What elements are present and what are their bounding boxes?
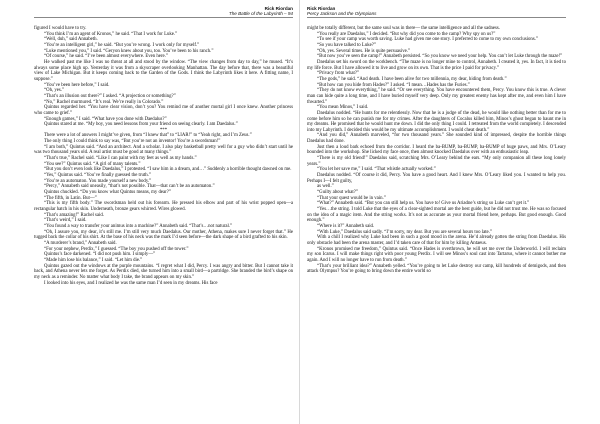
- paragraph: “That’s an illusion out there?” I asked. “A projection or something?”: [44, 93, 176, 99]
- paragraph: Daedalus nodded. “Of course it did, Percy. You have a good heart. And I knew Mrs. O’Leary liked you. I wanted to help you. Perhaps I—I felt guilty,: [307, 173, 566, 184]
- paragraph: “I am both,” Quintus said. “And an architect. And a scholar. I also play basketball pretty well for a guy who didn’t start until he was two thousand years old. A real artist must be good at many things.”: [34, 144, 293, 156]
- paragraph: “That’s amazing!” Rachel said.: [44, 212, 104, 218]
- right-page: [300, 0, 600, 424]
- paragraph: Quintus regarded her. “You have clear vision, don’t you? You remind me of another mortal girl I once knew. Another princess who came to grief.”: [34, 105, 293, 116]
- paragraph: “You’re an automaton. You made yourself a new body.”: [44, 178, 152, 184]
- paragraph: “Kronos promised me freedom,” Quintus said. “Once Hades is overthrown, he will set me over the Underworld. I will reclaim my son Icarus. I will make things right with poor young Perdix. I will see Minos’s soul cast into Tartarus, where it cannot bother me again. And I will no longer have to run from death.”: [307, 246, 566, 263]
- paragraph: “You see?” Quintus said. “A girl of many talents.”: [44, 161, 141, 167]
- paragraph: as well.”: [317, 184, 334, 190]
- paragraph: “You mean Minos,” I said.: [317, 105, 369, 111]
- paragraph: “Oh, yes.”: [44, 88, 65, 94]
- paragraph: Quintus gazed out the windows at the purple mountains. “I regret what I did, Percy. I was angry and bitter. But I cannot take it back, and Athena never lets me forget. As Perdix died, she turned him into a small bird—a partridge. She branded the bird’s shape on my neck as a reminder. No matter what body I take, the brand appears on my skin.”: [34, 263, 293, 280]
- paragraph: “There is my old friend!” Daedalus said, scratching Mrs. O’Leary behind the ears. “My only companion all these long lonely years.”: [307, 156, 566, 167]
- paragraph: The only thing I could think to say was, “But you’re not an inventor! You’re a swordsman!”: [44, 139, 221, 145]
- paragraph: “A murderer’s brand,” Annabeth said.: [44, 240, 117, 246]
- left-page-header: [34, 6, 293, 26]
- paragraph: “Yes,” Quintus said. “You’ve finally guessed the truth.”: [44, 173, 151, 179]
- paragraph: “Oh, yes. Several times. He is quite persuasive.”: [317, 48, 411, 54]
- paragraph: “Where is it?” Annabeth said.: [317, 223, 375, 229]
- paragraph: “That’s weird,” I said.: [44, 218, 87, 224]
- paragraph: “And you did,” Annabeth marveled, “for two thousand years.” She sounded kind of impressed, despite the horrible things Daedalus had done.: [307, 133, 566, 145]
- header-rule: [307, 17, 566, 18]
- paragraph: “So you have talked to Luke?”: [317, 42, 377, 48]
- paragraph: “For your nephew, Perdix,” I guessed. “The boy you pushed off the tower.”: [44, 246, 189, 252]
- paragraph: “To see if your camp was worth saving. Luke had given me one story. I preferred to come to my own conclusions.”: [317, 37, 539, 43]
- paragraph: “That’s your brilliant idea?” Annabeth yelled. “You’re going to let Luke destroy our camp, kill hundreds of demigods, and then attack Olympus? You’re going to bring down the entire world so: [307, 263, 566, 275]
- paragraph: “Yes…the string. I told Luke that the eyes of a clear-sighted mortal are the best guide, but he did not trust me. He was so focused on the idea of a magic item. And the string works. It’s not as accurate as your mortal friend here, perhaps. But good enough. Good enough.”: [307, 207, 566, 224]
- paragraph: “Enough games,” I said. “What have you done with Daedalus?”: [44, 116, 167, 122]
- paragraph: “You’re an intelligent girl,” he said. “But you’re wrong. I work only for myself.”: [44, 42, 200, 48]
- paragraph: Quintus stared at me. “My boy, you need lessons from your friend on seeing clearly. I am Daedalus.”: [44, 122, 238, 128]
- right-page-title: Percy Jackson and the Olympians: [307, 11, 377, 17]
- paragraph: “But you don’t even look like Daedalus,” I protested. “I saw him in a dream, and…” Suddenly a horrible thought dawned on me.: [44, 167, 292, 173]
- paragraph: “You really are Daedalus,” I decided. “But why did you come to the camp? Why spy on us?”: [317, 31, 496, 37]
- paragraph: “You found a way to transfer your animus into a machine?” Annabeth said. “That’s…not natural.”: [44, 223, 233, 229]
- paragraph: “But now you’ve seen the camp!” Annabeth persisted. “So you know we need your help. You can’t let Luke through the maze!”: [317, 54, 563, 60]
- paragraph: “Of course,” he said. “I’ve been almost everywhere. Even here.”: [44, 54, 168, 60]
- paragraph: There were a lot of answers I might’ve given, from “I knew that” to “LIAR!” to “Yeah right, and I’m Zeus.”: [44, 133, 252, 139]
- paragraph: Just then a loud bark echoed from the corridor. I heard the ba-BUMP, ba-BUMP, ba-BUMP of huge paws, and Mrs. O’Leary bounded into the workshop. She licked my face once, then almost knocked Daedalus over with an enthusiastic leap.: [307, 144, 566, 156]
- paragraph: With a chill I realized why Luke had been in such a good mood in the arena. He’d already gotten the string from Daedalus. His only obstacle had been the arena master, and I’d taken care of that for him by killing Antaeus.: [307, 235, 566, 246]
- right-page-header: [307, 6, 566, 26]
- paragraph: “Oh, I assure you, my dear, it’s still me. I’m still very much Daedalus. Our mother, Athena, makes sure I never forget that.” He tugged back the collar of his shirt. At the base of his neck was the mark I’d seen before—the dark shape of a bird grafted to his skin.: [34, 229, 293, 241]
- right-page-author: Rick Riordan: [307, 6, 336, 11]
- paragraph: “But how can you hide from Hades?” I asked. “I mean…Hades has the Furies.”: [317, 82, 470, 88]
- paragraph: “What?” Annabeth said. “But you can still help us. You have to! Give us Ariadne’s string so Luke can’t get it.”: [317, 201, 530, 207]
- paragraph: “Privacy from what?”: [317, 71, 360, 77]
- paragraph: Quintus’s face darkened. “I did not push him. I simply—”: [44, 252, 156, 258]
- paragraph: might be totally different, but the same soul was in there— the same intelligence and all the sadness.: [307, 26, 500, 31]
- right-page-text: [307, 26, 566, 275]
- left-page-title: The Battle of the Labyrinth – 94: [228, 11, 293, 17]
- paragraph: “No,” Rachel murmured. “It’s real. We’re really in Colorado.”: [44, 99, 164, 105]
- paragraph: figured I would have to try.: [34, 26, 87, 31]
- paragraph: Quintus chuckled. “Do you know what Quintus means, my dear?”: [44, 190, 171, 196]
- paragraph: “Percy,” Annabeth said uneasily, “that’s not possible. That—that can’t be an automaton.”: [44, 184, 215, 190]
- paragraph: I looked into his eyes, and I realized he was the same man I’d seen in my dreams. His face: [44, 280, 218, 286]
- paragraph: “Guilty about what?”: [317, 190, 359, 196]
- paragraph: “The fifth, in Latin. But—”: [44, 195, 97, 201]
- paragraph: “They do not know everything,” he said. “Or see everything. You have encountered them, Percy. You know this is true. A clever man can hide quite a long time, and I have buried myself very deep. Only my greatest enemy has kept after me, and even him I have thwarted.”: [307, 88, 566, 105]
- left-page-author: Rick Riordan: [264, 6, 293, 11]
- paragraph: “Well, duh,” said Annabeth.: [44, 37, 98, 43]
- paragraph: “This is my fifth body.” The swordsman held out his forearm. He pressed his elbow and part of his wrist popped open—a rectangular hatch in his skin. Underneath, bronze gears whirred. Wires glowed.: [34, 201, 293, 212]
- paragraph: “You’ve been here before,” I said.: [44, 82, 110, 88]
- paragraph: Daedalus nodded. “He hunts for me relentlessly. Now that he is a judge of the dead, he would like nothing better than for me to come before him so he can punish me for my crimes. After the daughters of Cocalus killed him, Minos’s ghost began to haunt me in my dreams. He promised that he would hunt me down. I did the only thing I could. I retreated from the world completely. I descended into my Labyrinth. I decided this would be my ultimate accomplishment. I would cheat death.”: [307, 110, 566, 133]
- paragraph: ***: [159, 127, 168, 133]
- left-page-text: [34, 26, 293, 286]
- header-rule: [34, 17, 293, 18]
- paragraph: “You think I’m an agent of Kronos,” he said. “That I work for Luke.”: [44, 31, 178, 37]
- paragraph: “You let her save me,” I said. “That whistle actually worked.”: [317, 167, 436, 173]
- paragraph: “That’s true,” Rachel said. “Like I can paint with my feet as well as my hands.”: [44, 156, 197, 162]
- paragraph: “The gods,” he said. “And death. I have been alive for two millennia, my dear, hiding from death.”: [317, 76, 507, 82]
- paragraph: “Luke mentioned you,” I said. “Geryon knew about you, too. You’ve been to his ranch.”: [44, 48, 214, 54]
- paragraph: Daedalus set his sword on the workbench. “The maze is no longer mine to control, Annabeth. I created it, yes. In fact, it is tied to my life force. But I have allowed it to live and grow on its own. That is the price I paid for privacy.”: [307, 59, 566, 71]
- paragraph: “Made him lose his balance,” I said. “Let him die.”: [44, 257, 143, 263]
- paragraph: He walked past me like I was no threat at all and stood by the window. “The view changes from day to day,” he mused. “It’s always some place high up. Yesterday it was from a skyscraper overlooking Manhattan. The day before that, there was a beautiful view of Lake Michigan. But it keeps coming back to the Garden of the Gods. I think the Labyrinth likes it here. A fitting name, I suppose.”: [34, 59, 293, 82]
- paragraph: “That your quest would be in vain.”: [317, 195, 386, 201]
- paragraph: “With Luke,” Daedalus said sadly. “I’m sorry, my dear. But you are several hours too late.”: [317, 229, 493, 235]
